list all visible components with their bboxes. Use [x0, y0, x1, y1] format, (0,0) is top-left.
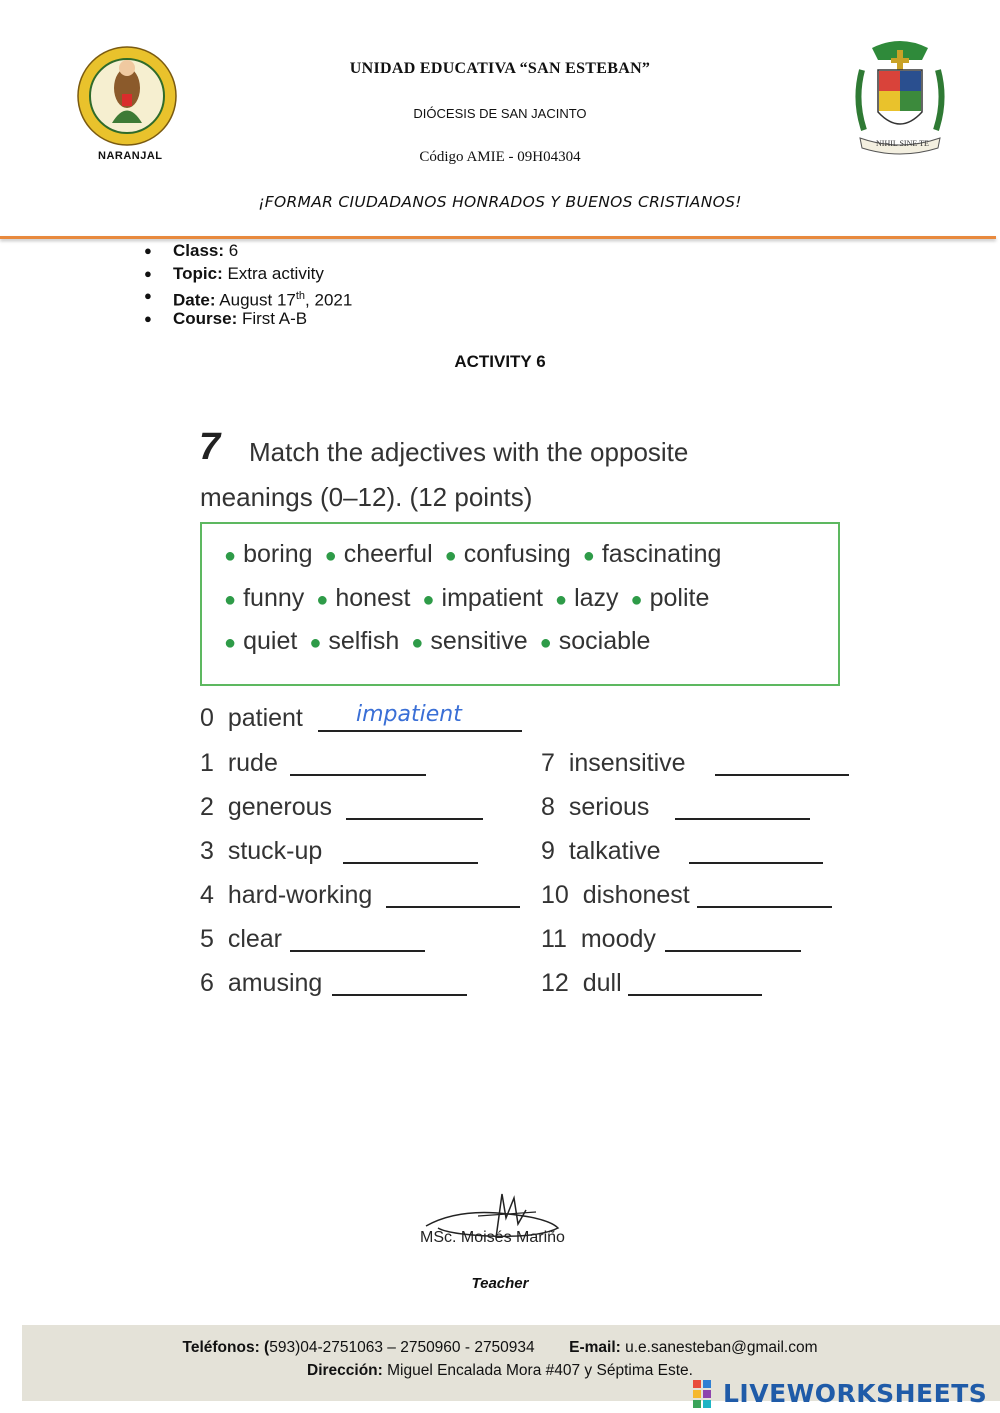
info-date: ● Date: August 17th, 2021: [144, 288, 353, 310]
word-bank-row: [224, 540, 733, 569]
item-word: generous: [227, 793, 333, 821]
answer-blank[interactable]: [628, 994, 762, 996]
diocese-name: DIÓCESIS DE SAN JACINTO: [413, 106, 587, 121]
item-word: moody: [580, 925, 656, 953]
bullet-icon: ●: [316, 589, 329, 611]
coat-of-arms-banner: NIHIL SINE TE: [876, 139, 929, 148]
example-answer-line: [318, 730, 522, 732]
word-bank-item: confusing: [463, 540, 571, 568]
answer-blank[interactable]: [386, 906, 520, 908]
bullet-icon: ●: [411, 632, 424, 654]
match-item: [541, 925, 656, 954]
amie-code: Código AMIE - 09H04304: [419, 149, 581, 165]
teacher-role: Teacher: [471, 1275, 529, 1292]
word-bank-row: [224, 584, 721, 613]
item-number: 3: [200, 837, 214, 865]
item-number: 5: [200, 925, 214, 953]
answer-blank[interactable]: [343, 862, 478, 864]
match-item: [541, 793, 649, 822]
liveworksheets-watermark[interactable]: [690, 1377, 1000, 1411]
answer-blank[interactable]: [665, 950, 801, 952]
bullet-icon: ●: [539, 632, 552, 654]
answer-blank[interactable]: [346, 818, 483, 820]
match-item: [200, 881, 372, 910]
seal-caption: NARANJAL: [98, 150, 163, 162]
item-word: amusing: [227, 969, 323, 997]
bullet-icon: ●: [324, 545, 337, 567]
exercise-title-line1: Match the adjectives with the opposite: [249, 437, 689, 467]
item-word: stuck-up: [227, 837, 323, 865]
bullet-icon: ●: [224, 545, 237, 567]
example-answer: impatient: [356, 702, 462, 727]
bullet-icon: ●: [224, 632, 237, 654]
liveworksheets-logo-icon: [692, 1379, 722, 1411]
exercise-number: 7: [199, 426, 221, 468]
word-bank-item: sensitive: [430, 627, 528, 655]
info-class: ● Class: 6: [144, 241, 239, 260]
bullet-icon: ●: [224, 589, 237, 611]
answer-blank[interactable]: [715, 774, 849, 776]
answer-blank[interactable]: [290, 774, 426, 776]
header-divider: [0, 236, 996, 239]
bullet-icon: ●: [444, 545, 457, 567]
match-item: [200, 749, 278, 778]
word-bank-item: quiet: [243, 627, 298, 655]
match-item: [200, 837, 322, 866]
bullet-icon: ●: [309, 632, 322, 654]
word-bank-item: polite: [649, 584, 710, 612]
watermark-text: LIVEWORKSHEETS: [723, 1379, 988, 1408]
bullet-icon: ●: [554, 589, 568, 611]
footer-contact: Teléfonos: (593)04-2751063 – 2750960 - 2750934 E-mail: u.e.sanesteban@gmail.com: [182, 1339, 818, 1356]
item-word: talkative: [568, 837, 661, 865]
item-word: clear: [227, 925, 282, 953]
match-item: [200, 969, 322, 998]
item-number: 7: [541, 749, 555, 777]
bullet-icon: ●: [422, 589, 435, 611]
word-bank-item: funny: [243, 584, 305, 612]
match-item: [200, 925, 282, 954]
item-word: rude: [227, 749, 278, 777]
answer-blank[interactable]: [290, 950, 425, 952]
word-bank-row: [224, 627, 662, 656]
item-word: hard-working: [227, 881, 373, 909]
info-list: [140, 240, 352, 330]
answer-blank[interactable]: [675, 818, 810, 820]
item-number: 9: [541, 837, 555, 865]
school-name: UNIDAD EDUCATIVA “SAN ESTEBAN”: [349, 60, 651, 77]
bullet-icon: ●: [582, 545, 595, 567]
word-bank: [200, 522, 840, 686]
item-number: 2: [200, 793, 214, 821]
match-item: [541, 749, 686, 778]
diocese-coat-of-arms-icon: [852, 40, 948, 162]
match-item: [200, 793, 332, 822]
word-bank-item: honest: [335, 584, 411, 612]
item-number: 8: [541, 793, 555, 821]
word-bank-item: fascinating: [601, 540, 722, 568]
footer-email: u.e.sanesteban@gmail.com: [620, 1339, 818, 1356]
info-topic: ● Topic: Extra activity: [144, 263, 324, 283]
answer-blank[interactable]: [332, 994, 467, 996]
item-number: 1: [200, 749, 214, 777]
match-item: [541, 881, 690, 910]
example-item: 0 patient: [200, 704, 303, 732]
word-bank-item: lazy: [574, 584, 619, 612]
item-number: 10: [541, 881, 569, 909]
item-word: serious: [568, 793, 650, 821]
word-bank-item: impatient: [441, 584, 543, 612]
school-motto: ¡FORMAR CIUDADANOS HONRADOS Y BUENOS CRISTIANOS!: [258, 193, 742, 211]
answer-blank[interactable]: [697, 906, 832, 908]
answer-blank[interactable]: [689, 862, 823, 864]
teacher-name: MSc. Moisés Mariño: [420, 1229, 565, 1246]
item-number: 11: [541, 925, 567, 953]
bullet-icon: ●: [630, 589, 643, 611]
item-number: 6: [200, 969, 214, 997]
item-word: dull: [582, 969, 622, 997]
item-word: insensitive: [568, 749, 686, 777]
word-bank-item: boring: [243, 540, 313, 568]
match-item: [541, 837, 661, 866]
item-number: 12: [541, 969, 569, 997]
item-word: dishonest: [582, 881, 690, 909]
word-bank-item: cheerful: [343, 540, 433, 568]
footer-address: Dirección: Miguel Encalada Mora #407 y Séptima Este.: [307, 1362, 693, 1379]
info-course: ● Course: First A-B: [144, 308, 308, 328]
exercise-title-line2: meanings (0–12). (12 points): [200, 482, 533, 512]
match-item: [541, 969, 622, 998]
word-bank-item: sociable: [558, 627, 651, 655]
activity-title: ACTIVITY 6: [454, 352, 546, 371]
word-bank-item: selfish: [328, 627, 400, 655]
item-number: 4: [200, 881, 214, 909]
